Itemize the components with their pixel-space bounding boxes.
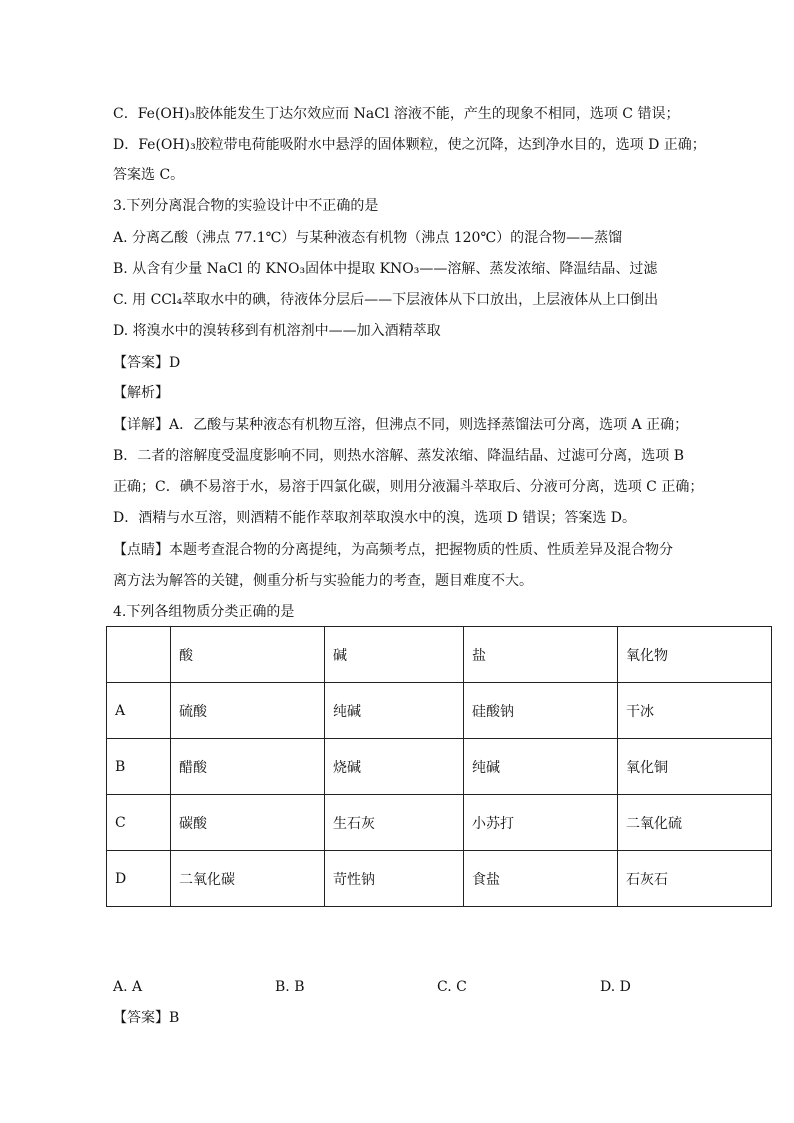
- analysis-heading: 【解析】: [113, 385, 169, 401]
- choice-b: B. B: [275, 979, 305, 995]
- table-cell: C: [107, 795, 171, 851]
- text-line: D．Fe(OH)₃胶粒带电荷能吸附水中悬浮的固体颗粒，使之沉降，达到净水目的，选项 D 正确；: [113, 137, 706, 153]
- table-header-row: [107, 627, 772, 683]
- choice-d: D. D: [600, 979, 631, 995]
- table-cell: [107, 627, 171, 683]
- choice-c: C. C: [437, 979, 467, 995]
- table-row: [107, 683, 772, 739]
- table-cell: 二氧化硫: [618, 795, 772, 851]
- table-row: [107, 851, 772, 907]
- table-cell: 碳酸: [171, 795, 325, 851]
- table-cell: 纯碱: [325, 683, 464, 739]
- table-row: [107, 795, 772, 851]
- table-header-cell: 氧化物: [618, 627, 772, 683]
- text-line: 答案选 C。: [113, 167, 185, 183]
- question-4-stem: 4.下列各组物质分类正确的是: [113, 604, 295, 620]
- table-cell: 醋酸: [171, 739, 325, 795]
- table-cell: 小苏打: [464, 795, 618, 851]
- question-3-stem: 3.下列分离混合物的实验设计中不正确的是: [113, 198, 379, 214]
- table-cell: B: [107, 739, 171, 795]
- question-3-option-c: C. 用 CCl₄萃取水中的碘，待液体分层后——下层液体从下口放出，上层液体从上口倒出: [113, 292, 659, 308]
- table-cell: 苛性钠: [325, 851, 464, 907]
- text-line: C．Fe(OH)₃胶体能发生丁达尔效应而 NaCl 溶液不能，产生的现象不相同，选项 C 错误；: [113, 106, 680, 122]
- table-header-cell: 酸: [171, 627, 325, 683]
- question-3-option-a: A. 分离乙酸（沸点 77.1℃）与某种液态有机物（沸点 120℃）的混合物——蒸馏: [113, 230, 623, 246]
- table-cell: D: [107, 851, 171, 907]
- table-cell: 干冰: [618, 683, 772, 739]
- analysis-text: 【详解】A．乙酸与某种液态有机物互溶，但沸点不同，则选择蒸馏法可分离，选项 A 正确；: [113, 417, 689, 433]
- choice-a: A. A: [113, 979, 143, 995]
- question-3-option-b: B. 从含有少量 NaCl 的 KNO₃固体中提取 KNO₃——溶解、蒸发浓缩、降温结晶、过滤: [113, 261, 658, 277]
- table-header-cell: 碱: [325, 627, 464, 683]
- table-cell: 硫酸: [171, 683, 325, 739]
- analysis-text: D．酒精与水互溶，则酒精不能作萃取剂萃取溴水中的溴，选项 D 错误；答案选 D。: [113, 510, 637, 526]
- analysis-text: B．二者的溶解度受温度影响不同，则热水溶解、蒸发浓缩、降温结晶、过滤可分离，选项 B: [113, 448, 685, 464]
- question-3-answer: 【答案】D: [113, 355, 181, 371]
- table-cell: 石灰石: [618, 851, 772, 907]
- table-cell: A: [107, 683, 171, 739]
- table-cell: 硅酸钠: [464, 683, 618, 739]
- table-cell: 二氧化碳: [171, 851, 325, 907]
- table-header-cell: 盐: [464, 627, 618, 683]
- table-row: [107, 739, 772, 795]
- key-point-text: 【点睛】本题考查混合物的分离提纯，为高频考点，把握物质的性质、性质差异及混合物分: [113, 542, 673, 558]
- question-4-answer: 【答案】B: [113, 1010, 180, 1026]
- key-point-text: 离方法为解答的关键，侧重分析与实验能力的考查，题目难度不大。: [113, 573, 533, 589]
- table-cell: 氧化铜: [618, 739, 772, 795]
- table-cell: 烧碱: [325, 739, 464, 795]
- question-3-option-d: D. 将溴水中的溴转移到有机溶剂中——加入酒精萃取: [113, 323, 441, 339]
- analysis-text: 正确；C．碘不易溶于水，易溶于四氯化碳，则用分液漏斗萃取后、分液可分离，选项 C 正确；: [113, 479, 704, 495]
- table-cell: 生石灰: [325, 795, 464, 851]
- classification-table: [106, 626, 772, 907]
- table-cell: 食盐: [464, 851, 618, 907]
- table-cell: 纯碱: [464, 739, 618, 795]
